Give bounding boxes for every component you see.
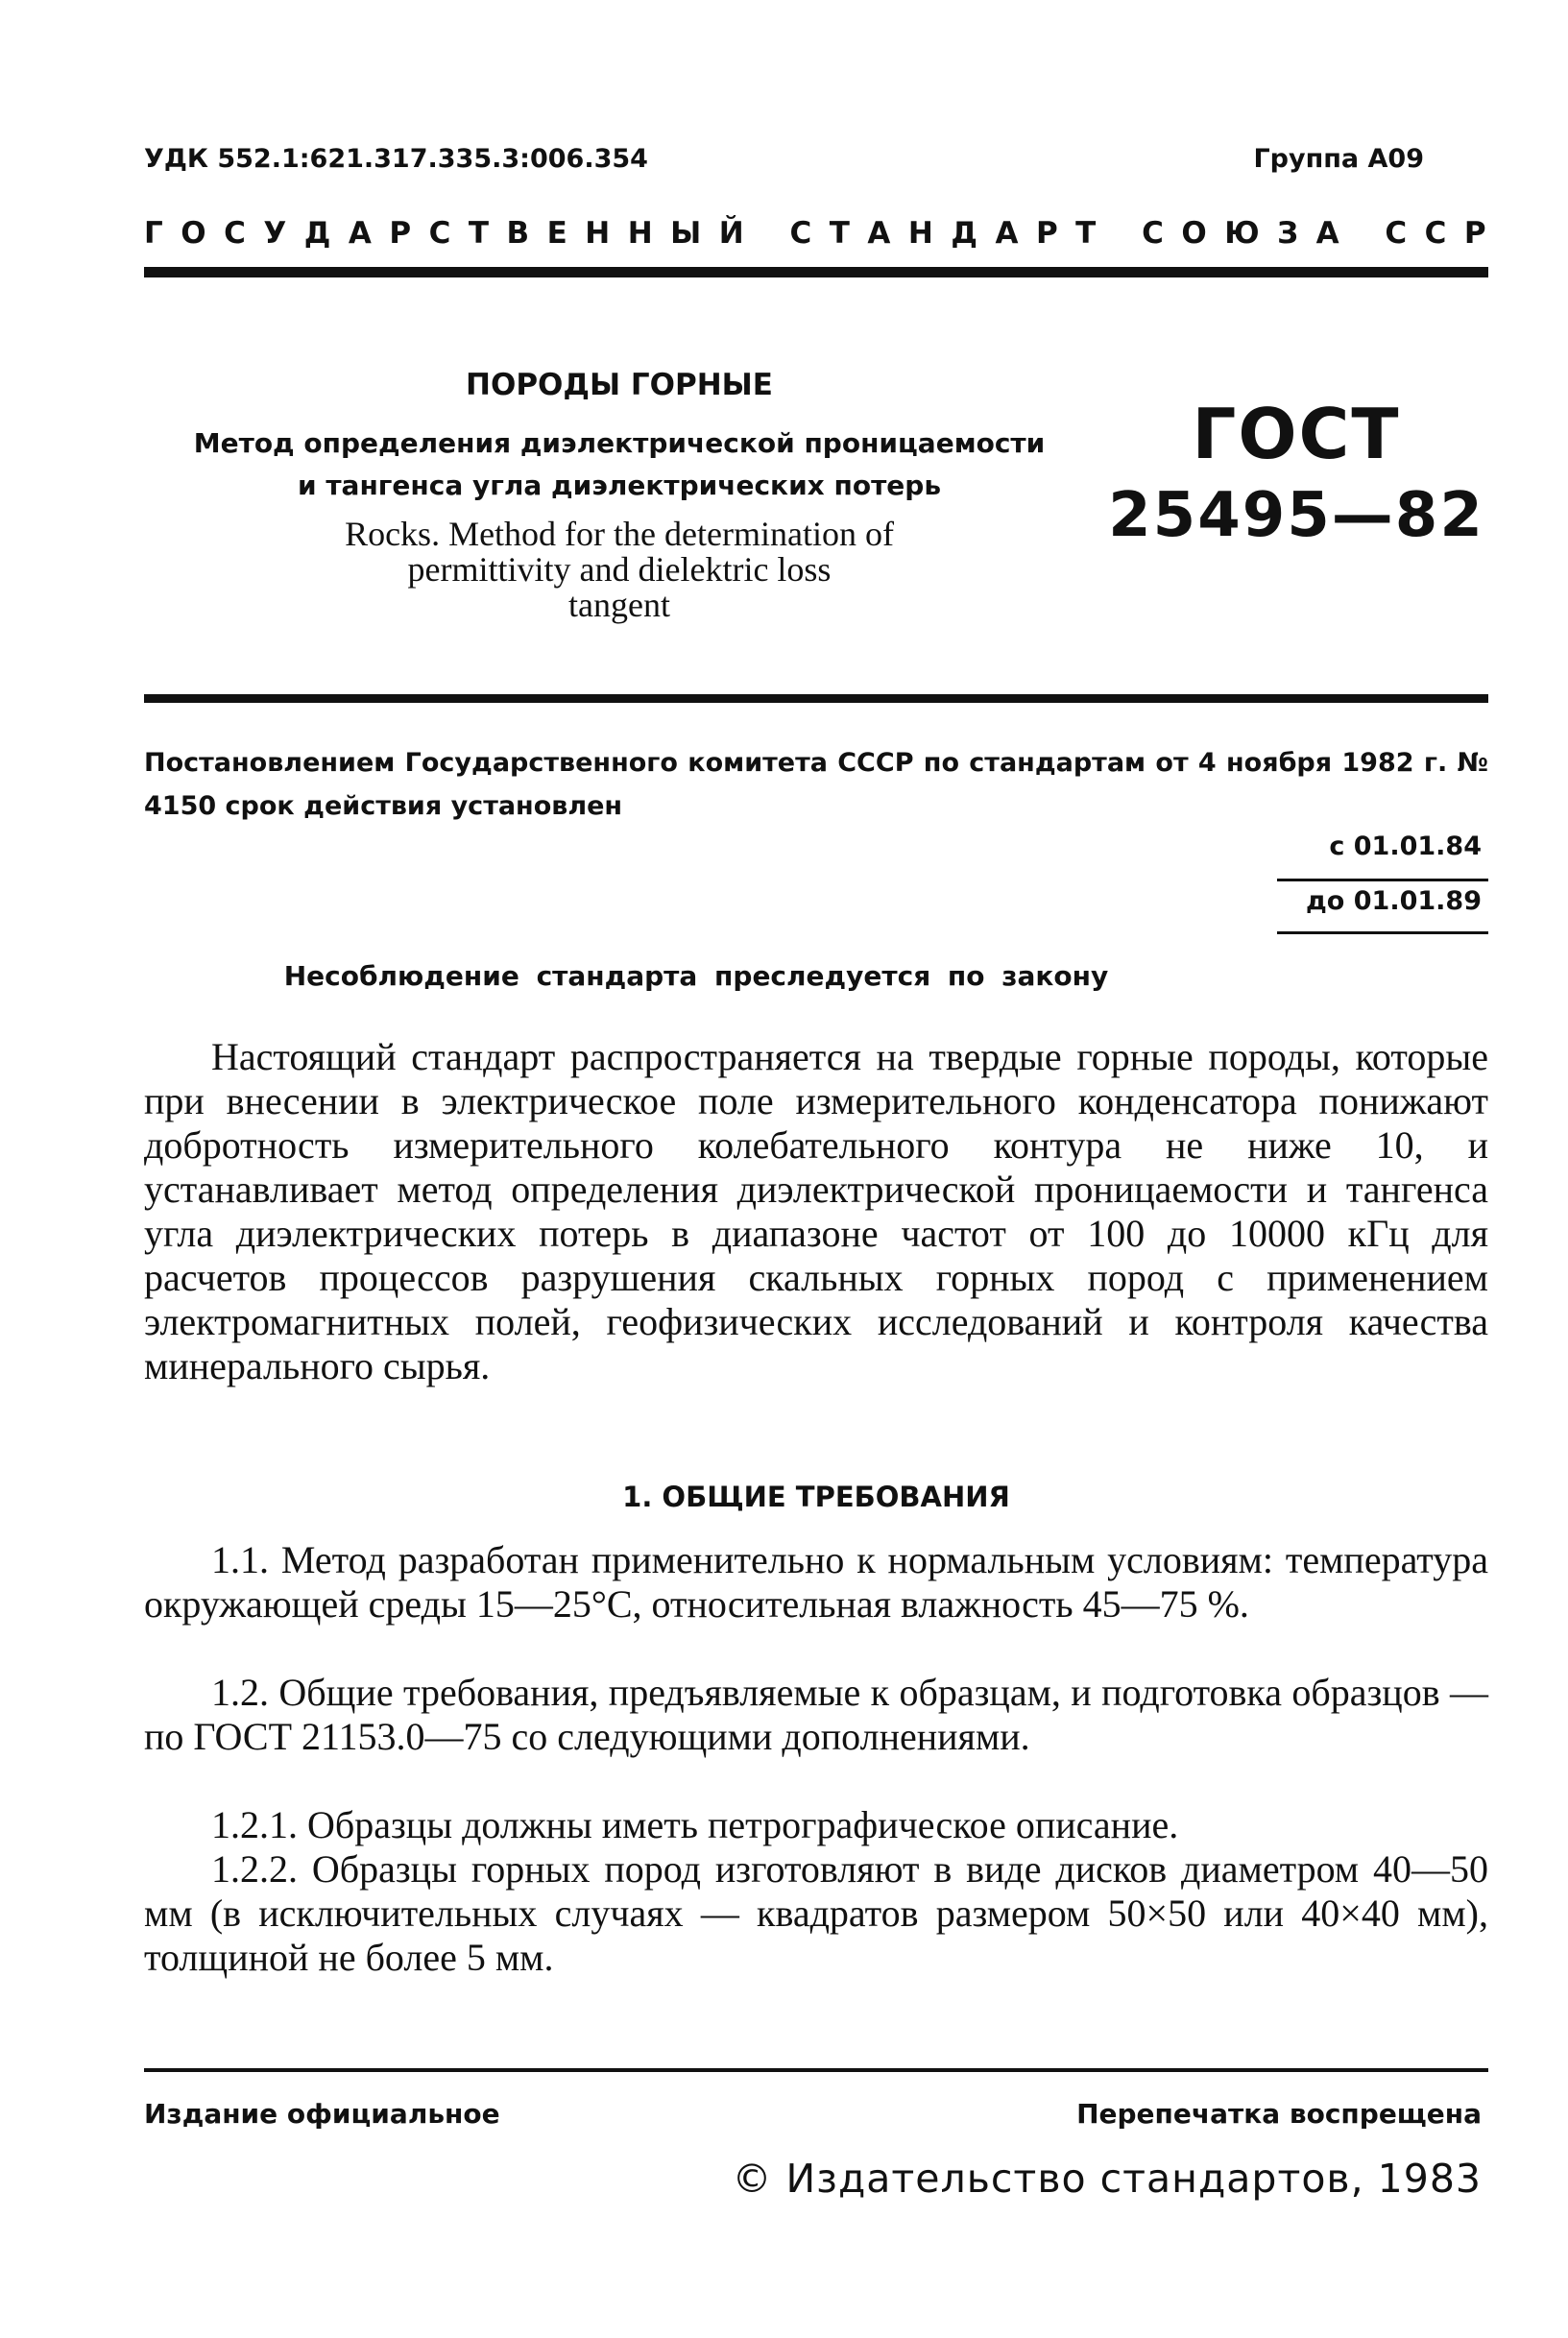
section-heading: 1. ОБЩИЕ ТРЕБОВАНИЯ xyxy=(622,1481,1010,1513)
subtitle-line: и тангенса угла диэлектрических потерь xyxy=(297,470,942,501)
intro-paragraph: Настоящий стандарт распространяется на твердые горные породы, которые при внесении в электрическое поле измерительного конденсатора понижают добротность измерительного колебательного контура не ниже 10, и устанавливает метод определения диэлектрической проницаемости и тангенса угла диэлектрических потерь в диапазоне частот от 100 до 10000 кГц для расчетов процессов разрушения скальных горных пород с применением электромагнитных полей, геофизических исследований и контроля качества минерального сырья. xyxy=(144,1035,1488,1387)
english-title-line: permittivity and dielektric loss xyxy=(407,550,832,589)
subtitle-line: Метод определения диэлектрической проницаемости xyxy=(193,427,1046,459)
decree-text: Постановлением Государственного комитета СССР по стандартам от 4 ноября 1982 г. № 4150 срок действия установлен xyxy=(144,748,1488,821)
english-title xyxy=(144,517,1095,623)
english-title-line: tangent xyxy=(568,586,670,624)
official-edition: Издание официальное xyxy=(144,2098,500,2130)
english-title-line: Rocks. Method for the determination of xyxy=(345,515,894,553)
title-rule xyxy=(144,694,1488,703)
copyright: © Издательство стандартов, 1983 xyxy=(732,2156,1482,2202)
document-subtitle xyxy=(144,422,1095,507)
clause-1-2-1: 1.2.1. Образцы должны иметь петрографическое описание. xyxy=(211,1803,1179,1846)
effective-from: с 01.01.84 xyxy=(1329,832,1482,861)
gost-number: 25495—82 xyxy=(1108,480,1484,551)
legal-notice: Несоблюдение стандарта преследуется по закону xyxy=(283,960,1109,992)
group-code: Группа А09 xyxy=(1253,144,1424,174)
clause-1-2: 1.2. Общие требования, предъявляемые к образцам, и подготовка образцов — по ГОСТ 21153.0—75 со следующими дополнениями. xyxy=(144,1671,1488,1758)
udk-code: УДК 552.1:621.317.335.3:006.354 xyxy=(144,144,648,174)
footer-rule xyxy=(144,2068,1488,2072)
effective-to: до 01.01.89 xyxy=(1306,886,1482,916)
clause-1-1: 1.1. Метод разработан применительно к нормальным условиям: температура окружающей среды 15—25°С, относительная влажность 45—75 %. xyxy=(144,1538,1488,1626)
clause-1-2-2: 1.2.2. Образцы горных пород изготовляют в виде дисков диаметром 40—50 мм (в исключительных случаях — квадратов размером 50×50 или 40×40 мм), толщиной не более 5 мм. xyxy=(144,1847,1488,1979)
header-rule xyxy=(144,267,1488,277)
gost-label: ГОСТ xyxy=(1192,394,1401,474)
state-standard-banner: ГОСУДАРСТВЕННЫЙ СТАНДАРТ СОЮЗА ССР xyxy=(144,216,1505,251)
document-title: ПОРОДЫ ГОРНЫЕ xyxy=(466,368,773,402)
reprint-prohibited: Перепечатка воспрещена xyxy=(1076,2098,1482,2130)
